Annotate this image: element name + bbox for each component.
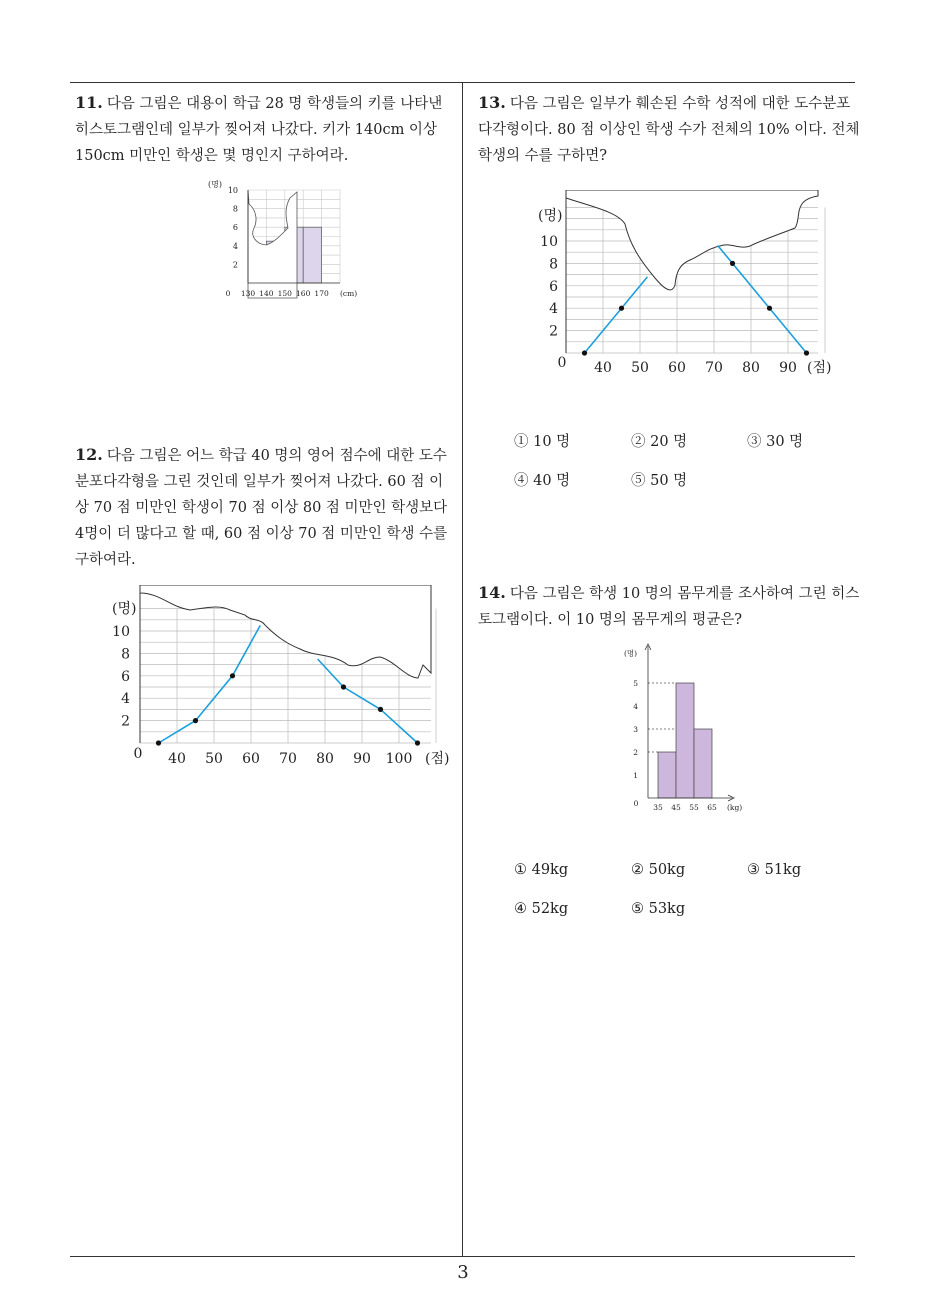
question-text: 다음 그림은 일부가 훼손된 수학 성적에 대한 도수분포다각형이다. 80 점 이상인 학생 수가 전체의 10% 이다. 전체 학생의 수를 구하면? [478,96,860,164]
y-tick-label: 4 [121,691,130,708]
choice-4[interactable]: ④ 40 명 [514,473,571,489]
question-number: 11. [75,93,103,112]
question-text: 다음 그림은 어느 학급 40 명의 영어 점수에 대한 도수분포다각형을 그린 것인데 일부가 찢어져 나갔다. 60 점 이상 70 점 미만인 학생이 70 점 이상 80 점 미만인 학생보다 4명이 더 많다고 할 때, 60 점 이상 70 점 미만인 학생 수를 구하여라. [75,448,448,568]
question-13 [478,90,860,169]
polygon-line [159,625,261,743]
x-tick-label: 150 [277,289,292,298]
x-tick-label: 0 [225,289,231,298]
data-point [341,684,346,689]
y-unit-label: (명) [208,180,222,189]
x-tick-label: 40 [594,360,612,376]
x-tick-label: 40 [168,751,186,767]
question-number: 12. [75,445,103,464]
choice-1[interactable]: ① 10 명 [514,434,571,450]
choice-3[interactable]: ③ 51kg [747,862,802,878]
x-unit-label: (kg) [727,803,743,812]
question-number: 13. [478,93,506,112]
histogram-bar [676,683,694,798]
x-tick-label: 0 [133,746,143,762]
y-tick-label: 8 [232,204,238,214]
chart-q13-polygon [530,190,840,390]
question-12 [75,442,457,573]
bottom-rule [70,1256,855,1257]
y-tick-label: 3 [633,725,638,734]
question-number: 14. [478,583,506,602]
torn-edge [248,190,297,298]
y-tick-label: 2 [549,323,558,340]
question-text: 다음 그림은 학생 10 명의 몸무게를 조사하여 그린 히스토그램이다. 이 10 명의 몸무게의 평균은? [478,586,860,628]
y-tick-label: 2 [232,260,238,270]
y-tick-label: 10 [227,186,238,195]
data-point [230,673,235,678]
choice-4[interactable]: ④ 52kg [514,901,569,917]
data-point [619,306,624,311]
x-tick-label: 65 [707,803,717,812]
page-number: 3 [457,1262,469,1283]
choices-q14 [514,862,854,922]
y-tick-label: 6 [549,278,558,295]
x-tick-label: 90 [779,360,797,376]
y-unit-label: (명) [624,649,638,658]
x-tick-label: 80 [742,360,760,376]
y-tick-label: 8 [121,646,130,663]
choices-q13 [514,430,854,490]
data-point [804,350,809,355]
x-tick-label: 0 [633,799,639,808]
x-tick-label: 170 [314,289,329,298]
x-unit-label: (점) [807,360,832,376]
y-tick-label: 4 [549,301,558,318]
chart-q12-polygon [100,585,460,785]
y-tick-label: 4 [232,241,238,251]
x-tick-label: 130 [240,289,256,298]
data-point [730,261,735,266]
choice-5[interactable]: ⑤ 53kg [631,901,686,917]
chart-q11-histogram [200,178,380,303]
x-tick-label: 35 [653,803,663,812]
data-point [767,306,772,311]
y-tick-label: 10 [540,234,558,250]
y-tick-label: 6 [232,223,238,233]
choice-1[interactable]: ① 49kg [514,862,569,878]
x-tick-label: 70 [705,360,723,376]
y-tick-label: 1 [633,771,638,780]
x-unit-label: (cm) [340,289,358,298]
y-tick-label: 8 [549,256,558,273]
y-tick-label: 5 [633,679,638,688]
y-unit-label: (명) [112,601,137,617]
x-tick-label: 140 [259,289,274,298]
x-tick-label: 60 [668,360,686,376]
x-tick-label: 50 [205,751,223,767]
y-tick-label: 10 [112,624,130,640]
x-tick-label: 100 [385,751,413,767]
choice-2[interactable]: ② 50kg [631,862,686,878]
x-tick-label: 55 [689,803,699,812]
question-14 [478,580,860,633]
chart-q14-histogram [620,640,770,815]
x-tick-label: 0 [557,355,567,371]
x-tick-label: 70 [279,751,297,767]
histogram-bar [658,752,676,798]
choice-5[interactable]: ⑤ 50 명 [631,473,688,489]
question-text: 다음 그림은 대용이 학급 28 명 학생들의 키를 나타낸 히스토그램인데 일부가 찢어져 나갔다. 키가 140cm 이상 150cm 미만인 학생은 몇 명인지 구하여라. [75,96,443,164]
data-point [193,718,198,723]
x-tick-label: 45 [671,803,681,812]
histogram-bar [303,227,321,283]
x-unit-label: (점) [425,751,450,767]
polygon-line [318,659,418,743]
question-11 [75,90,457,169]
choice-2[interactable]: ② 20 명 [631,434,688,450]
column-divider [462,82,463,1257]
histogram-bar [694,729,712,798]
data-point [378,707,383,712]
x-tick-label: 80 [316,751,334,767]
torn-edge [140,585,431,678]
x-tick-label: 90 [353,751,371,767]
data-point [415,740,420,745]
y-tick-label: 4 [633,702,638,711]
y-tick-label: 6 [121,668,130,685]
x-tick-label: 160 [296,289,311,298]
data-point [156,740,161,745]
x-tick-label: 50 [631,360,649,376]
y-tick-label: 2 [633,748,638,757]
x-tick-label: 60 [242,751,260,767]
y-tick-label: 2 [121,713,130,730]
data-point [582,350,587,355]
choice-3[interactable]: ③ 30 명 [747,434,804,450]
y-unit-label: (명) [538,208,563,224]
